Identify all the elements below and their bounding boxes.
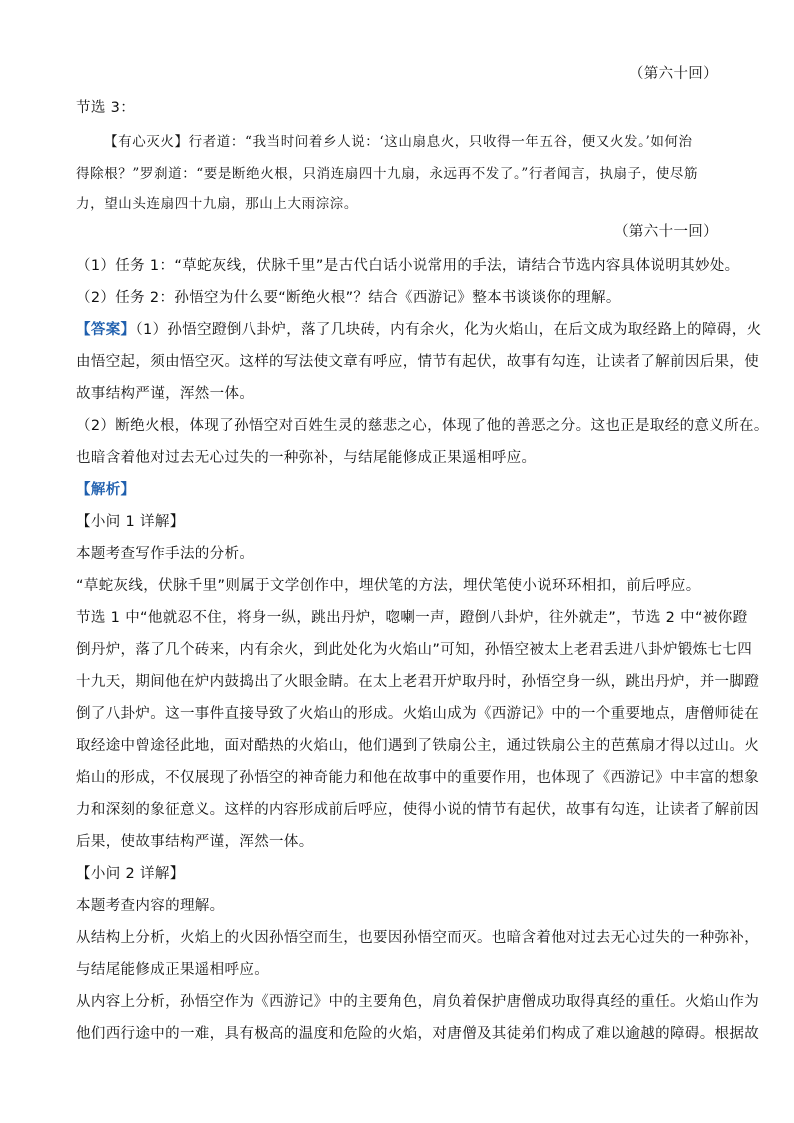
q2-line: 本题考查内容的理解。: [76, 898, 225, 914]
q2-line: 从结构上分析，火焰上的火因孙悟空而生，也要因孙悟空而灭。也暗含着他对过去无心过失的一种弥补，: [76, 930, 760, 946]
excerpt-3-label: 节选 3：: [76, 100, 136, 116]
task-1: （1）任务 1：“草蛇灰线，伏脉千里”是古代白话小说常用的手法，请结合节选内容具体说明其妙处。: [76, 258, 740, 274]
answer-2-line: 也暗含着他对过去无心过失的一种弥补，与结尾能修成正果遥相呼应。: [76, 450, 537, 466]
chapter-60-label: （第六十回）: [628, 66, 718, 82]
q1-line: 后果，使故事结构严谨，浑然一体。: [76, 834, 314, 850]
q1-line: 力和深刻的象征意义。这样的内容形成前后呼应，使得小说的情节有起伏，故事有勾连，让读者了解前因: [76, 802, 760, 818]
answer-1-text: （1）孙悟空蹬倒八卦炉，落了几块砖，内有余火，化为火焰山，在后文成为取经路上的障碍，火: [135, 322, 762, 338]
q1-line: 倒了八卦炉。这一事件直接导致了火焰山的形成。火焰山成为《西游记》中的一个重要地点，唐僧师徒在: [76, 706, 760, 722]
task-2: （2）任务 2：孙悟空为什么要“断绝火根”？结合《西游记》整本书谈谈你的理解。: [76, 290, 621, 306]
q1-line: 十九天，期间他在炉内鼓捣出了火眼金睛。在太上老君开炉取丹时，孙悟空身一纵，跳出丹炉，并一脚蹬: [76, 674, 760, 690]
answer-1-line: 故事结构严谨，浑然一体。: [76, 386, 255, 402]
answer-tag: 【答案】: [76, 322, 136, 338]
q1-line: “草蛇灰线，伏脉千里”则属于文学创作中，埋伏笔的方法，埋伏笔使小说环环相扣，前后呼应。: [76, 578, 701, 594]
chapter-61-label: （第六十一回）: [614, 224, 718, 240]
q1-line: 本题考查写作手法的分析。: [76, 546, 255, 562]
answer-1-line: 由悟空起，须由悟空灭。这样的写法使文章有呼应，情节有起伏，故事有勾连，让读者了解前因后果，使: [76, 354, 760, 370]
q2-line: 他们西行途中的一难，具有极高的温度和危险的火焰，对唐僧及其徒弟们构成了难以逾越的障碍。根据故: [76, 1026, 760, 1042]
q1-line: 取经途中曾途径此地，面对酷热的火焰山，他们遇到了铁扇公主，通过铁扇公主的芭蕉扇才得以过山。火: [76, 738, 760, 754]
q1-line: 焰山的形成，不仅展现了孙悟空的神奇能力和他在故事中的重要作用，也体现了《西游记》中丰富的想象: [76, 770, 760, 786]
q1-heading: 【小问 1 详解】: [76, 514, 185, 530]
q2-line: 从内容上分析，孙悟空作为《西游记》中的主要角色，肩负着保护唐僧成功取得真经的重任。火焰山作为: [76, 994, 760, 1010]
excerpt-3-line: 力，望山头连扇四十九扇，那山上大雨淙淙。: [76, 196, 358, 212]
excerpt-3-line: 得除根？”罗刹道：“要是断绝火根，只消连扇四十九扇，永远再不发了。”行者闻言，执扇子，使尽筋: [76, 166, 699, 182]
q1-line: 节选 1 中“他就忍不住，将身一纵，跳出丹炉，唿喇一声，蹬倒八卦炉，往外就走”，节选 2 中“被你蹬: [76, 610, 748, 626]
answer-2-line: （2）断绝火根，体现了孙悟空对百姓生灵的慈悲之心，体现了他的善恶之分。这也正是取经的意义所在。: [76, 418, 769, 434]
q2-heading: 【小问 2 详解】: [76, 866, 185, 882]
answer-1-first-line: [76, 320, 761, 340]
excerpt-3-line: 【有心灭火】行者道：“我当时问着乡人说：‘这山扇息火，只收得一年五谷，便又火发。’如何治: [104, 134, 693, 150]
analysis-tag: 【解析】: [76, 482, 136, 498]
q1-line: 倒丹炉，落了几个砖来，内有余火，到此处化为火焰山”可知，孙悟空被太上老君丢进八卦炉锻炼七七四: [76, 642, 753, 658]
q2-line: 与结尾能修成正果遥相呼应。: [76, 962, 270, 978]
